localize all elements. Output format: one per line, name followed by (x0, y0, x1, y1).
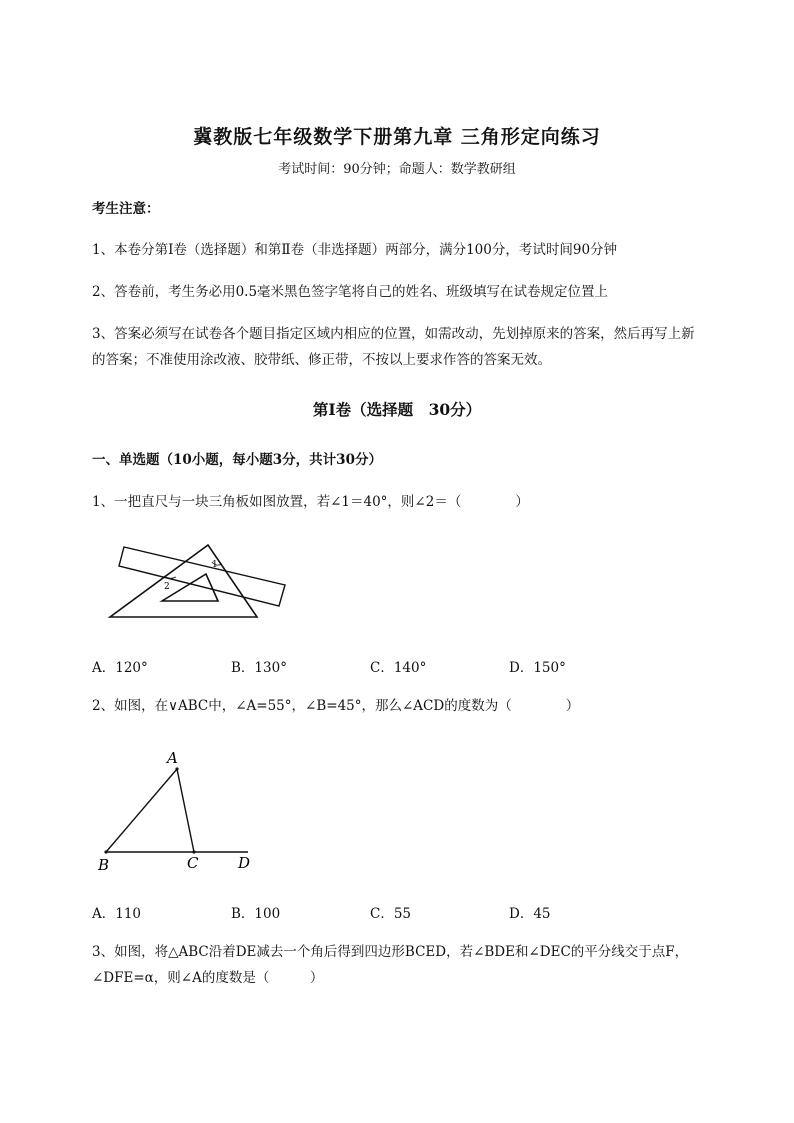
notice-item-1: 1、本卷分第Ⅰ卷（选择题）和第Ⅱ卷（非选择题）两部分，满分100分，考试时间90分钟 (92, 242, 618, 258)
vertex-b-label: B (98, 856, 110, 874)
question-1-stem: 1、一把直尺与一块三角板如图放置，若∠1＝40°，则∠2＝（ ） (92, 494, 529, 510)
notice-heading: 考生注意： (92, 201, 160, 217)
question-1-option-d[interactable]: D．150° (509, 660, 566, 676)
angle-1-label: 1 (212, 560, 218, 570)
question-1-figure (100, 540, 300, 625)
question-3-stem-line2: ∠DFE=α，则∠A的度数是（ ） (92, 970, 324, 986)
question-2-option-d[interactable]: D．45 (509, 906, 551, 922)
question-2-figure (92, 745, 262, 875)
question-1-option-c[interactable]: C．140° (370, 660, 427, 676)
section-title: 第Ⅰ卷（选择题 30分） (312, 400, 482, 419)
angle-2-label: 2 (164, 582, 170, 592)
notice-item-2: 2、答卷前，考生务必用0.5毫米黑色签字笔将自己的姓名、班级填写在试卷规定位置上 (92, 284, 609, 300)
side-ab (106, 769, 177, 852)
notice-item-3-line1: 3、答案必须写在试卷各个题目指定区域内相应的位置，如需改动，先划掉原来的答案，然后再写上新 (92, 326, 695, 342)
question-2-option-c[interactable]: C．55 (370, 906, 412, 922)
notice-item-3-line2: 的答案；不准使用涂改液、胶带纸、修正带，不按以上要求作答的答案无效。 (92, 352, 551, 368)
page-title: 冀教版七年级数学下册第九章 三角形定向练习 (193, 126, 601, 148)
question-3-stem-line1: 3、如图，将△ABC沿着DE减去一个角后得到四边形BCED，若∠BDE和∠DEC的平分线交于点F， (92, 944, 689, 960)
question-2-stem: 2、如图，在∨ABC中，∠A=55°，∠B=45°，那么∠ACD的度数为（ ） (92, 698, 580, 714)
exam-info: 考试时间：90分钟；命题人：数学教研组 (278, 162, 516, 177)
question-1-option-a[interactable]: A．120° (92, 660, 148, 676)
side-ac (177, 769, 194, 852)
vertex-c-label: C (187, 854, 199, 872)
question-1-option-b[interactable]: B．130° (231, 660, 287, 676)
question-2-option-b[interactable]: B．100 (231, 906, 281, 922)
part-heading: 一、单选题（10小题，每小题3分，共计30分） (92, 452, 382, 468)
vertex-a-label: A (167, 749, 178, 767)
question-2-option-a[interactable]: A．110 (92, 906, 142, 922)
triangle-board-outer (110, 545, 257, 617)
point-d-label: D (238, 854, 251, 872)
